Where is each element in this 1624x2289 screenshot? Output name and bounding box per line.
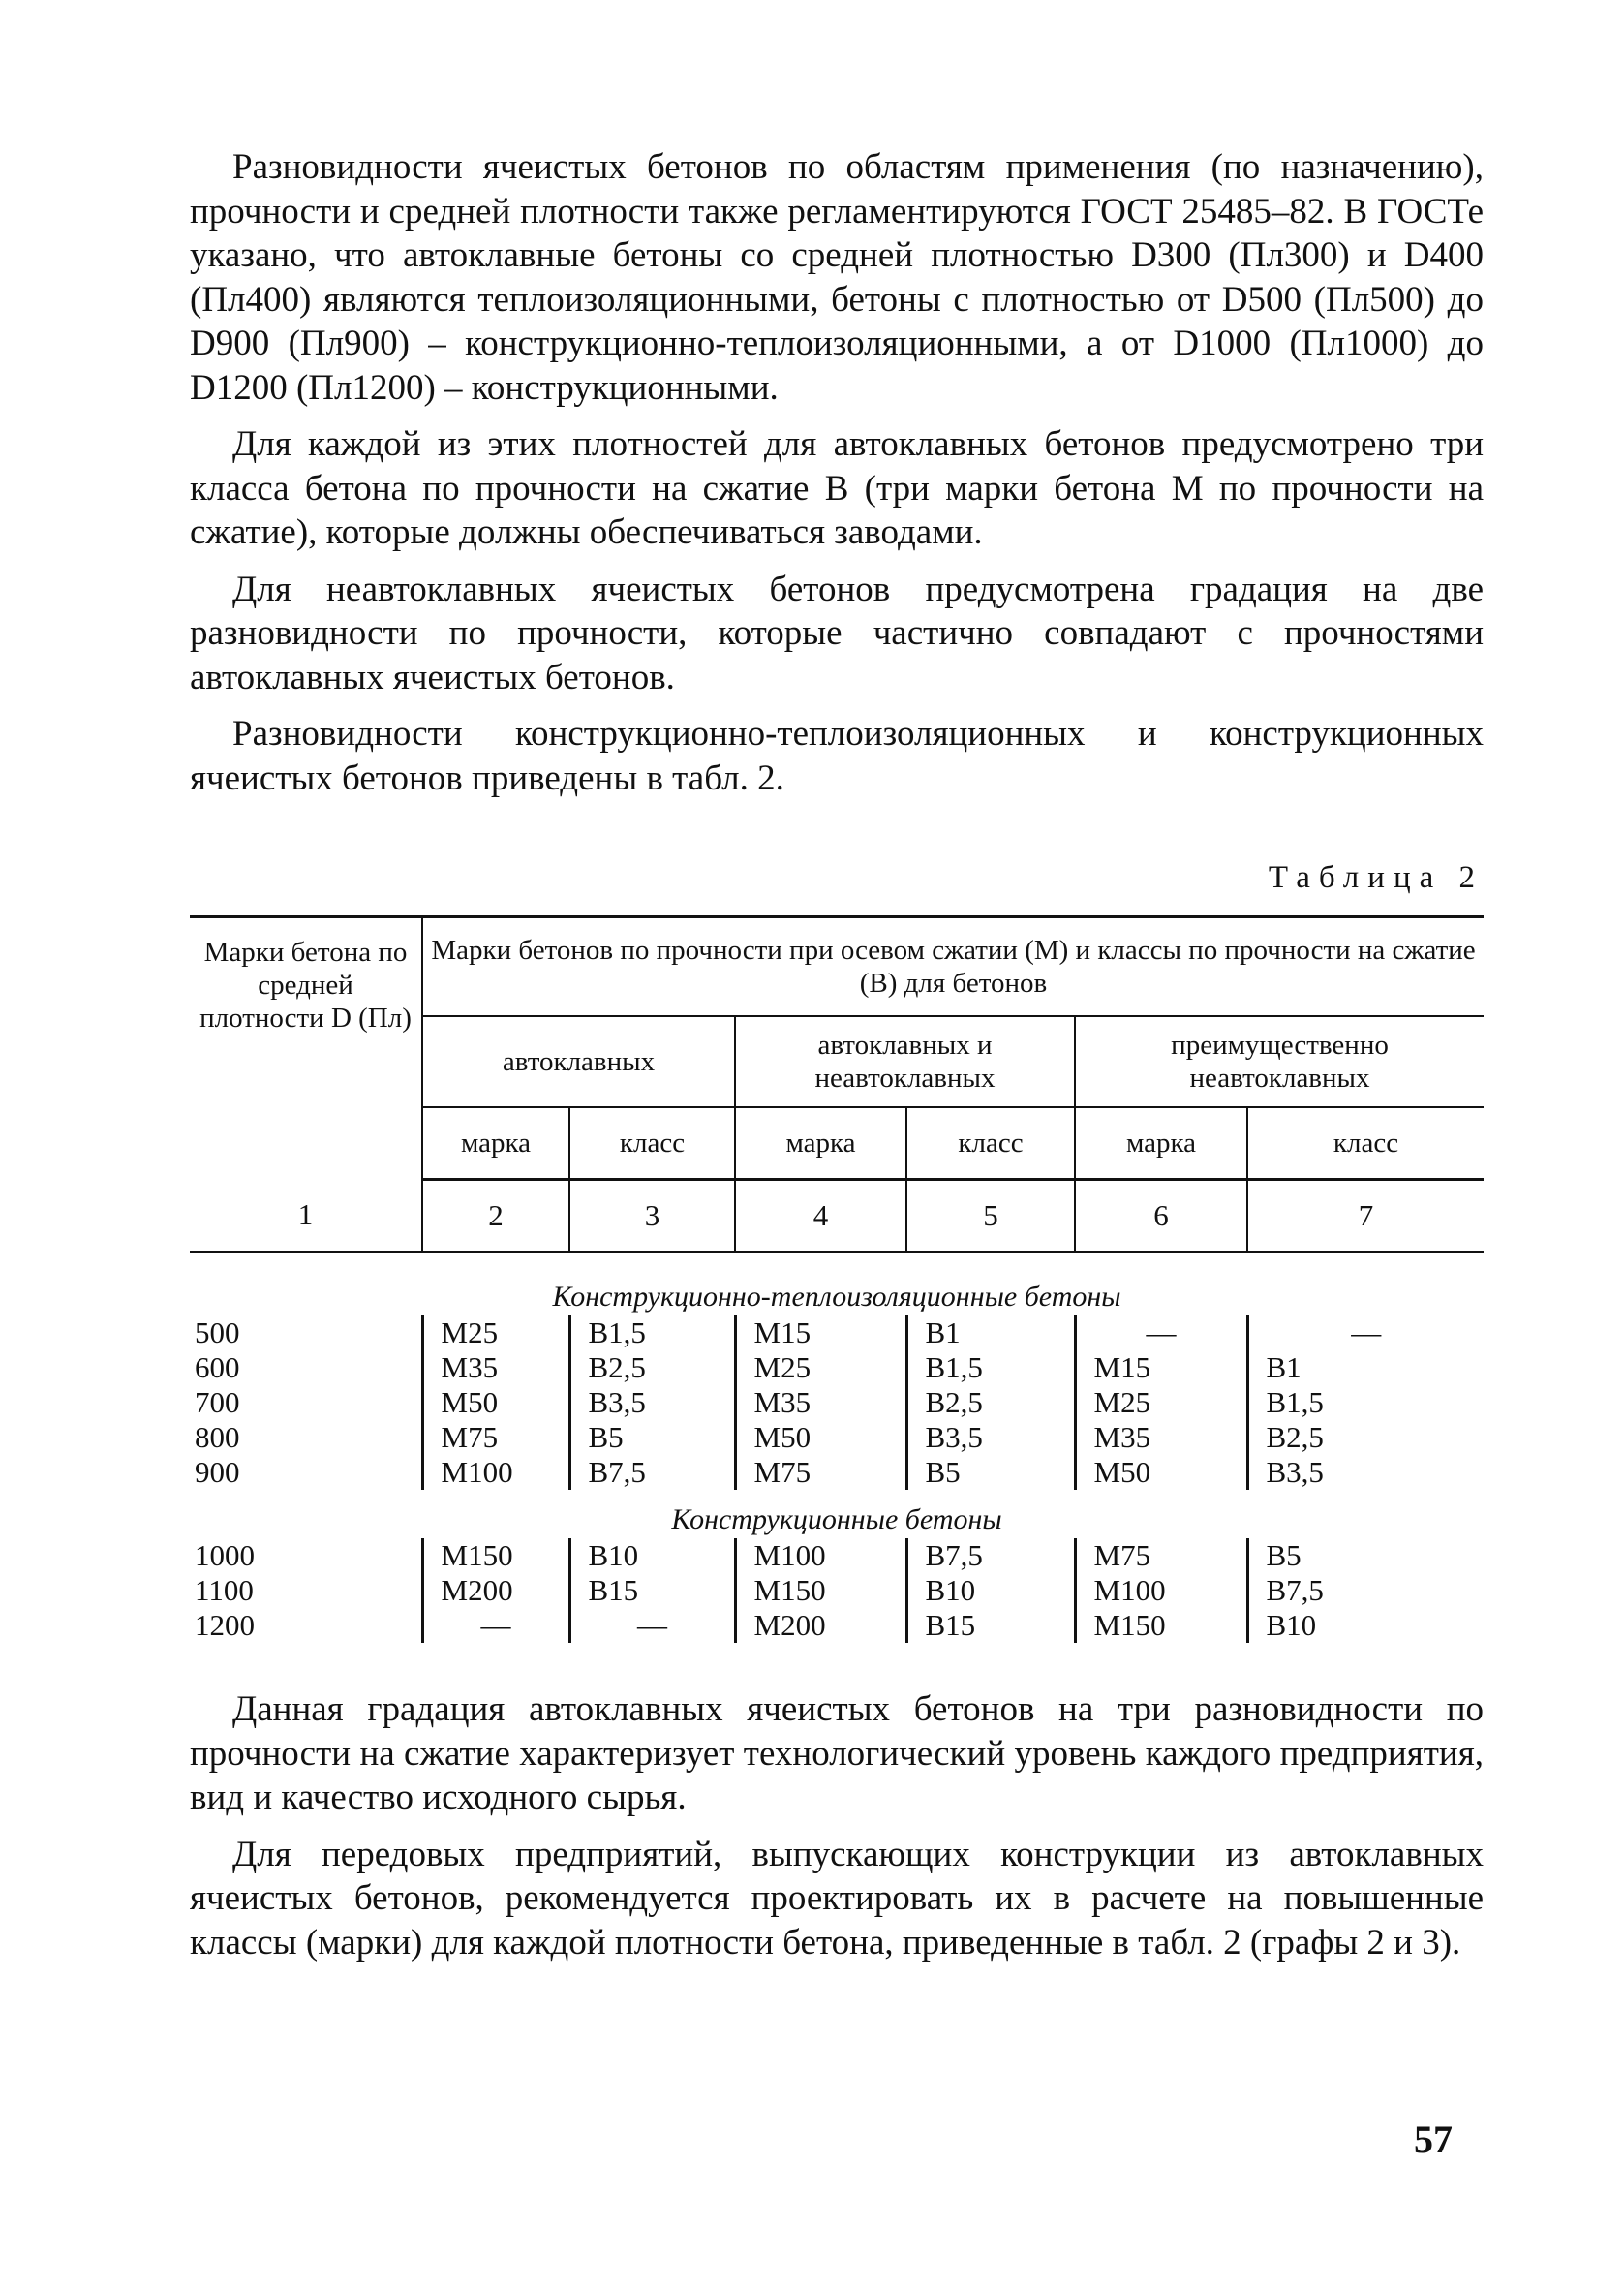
grade-cell: М15 bbox=[1075, 1350, 1247, 1385]
class-cell: В1,5 bbox=[569, 1315, 735, 1350]
subheader-cell: класс bbox=[1247, 1107, 1484, 1180]
section-title: Конструкционно-теплоизоляционные бетоны bbox=[552, 1281, 1121, 1313]
paragraph: Данная градация автоклавных ячеистых бетонов на три разновидности по прочности на сжатие характеризует технологический уровень каждого предприятия, вид и качество исходного сырья. bbox=[190, 1689, 1484, 1817]
density-column-header: Марки бетона по средней плотности D (Пл) bbox=[190, 917, 422, 1180]
grade-cell: М200 bbox=[735, 1608, 906, 1643]
table-row bbox=[190, 1420, 1484, 1455]
grade-cell: М75 bbox=[735, 1455, 906, 1490]
class-cell: В1 bbox=[1247, 1350, 1484, 1385]
grade-cell: М75 bbox=[1075, 1538, 1247, 1573]
column-number: 2 bbox=[422, 1180, 569, 1253]
section-title-row bbox=[190, 1490, 1484, 1538]
class-cell: В7,5 bbox=[1247, 1573, 1484, 1608]
table-row bbox=[190, 1538, 1484, 1573]
subheader-cell: класс bbox=[569, 1107, 735, 1180]
class-cell: В7,5 bbox=[906, 1538, 1075, 1573]
paragraph: Для каждой из этих плотностей для автоклавных бетонов предусмотрено три класса бетона по прочности на сжатие В (три марки бетона М по прочности на сжатие), которые должны обеспечиваться заводами. bbox=[190, 424, 1484, 552]
class-cell: В10 bbox=[1247, 1608, 1484, 1643]
density-cell: 500 bbox=[195, 1315, 240, 1349]
grade-cell: М35 bbox=[1075, 1420, 1247, 1455]
density-cell: 900 bbox=[195, 1455, 240, 1489]
column-number-row bbox=[190, 1180, 1484, 1253]
column-number: 7 bbox=[1247, 1180, 1484, 1253]
column-number: 5 bbox=[906, 1180, 1075, 1253]
table-row bbox=[190, 1350, 1484, 1385]
table-caption: Таблица 2 bbox=[1268, 860, 1484, 895]
grade-cell: М150 bbox=[1075, 1608, 1247, 1643]
class-cell: В3,5 bbox=[906, 1420, 1075, 1455]
concrete-grades-table bbox=[190, 915, 1484, 1643]
density-cell: 1100 bbox=[195, 1573, 254, 1607]
grade-cell: М100 bbox=[1075, 1573, 1247, 1608]
page-number: 57 bbox=[1414, 2118, 1453, 2161]
density-cell: 600 bbox=[195, 1350, 240, 1384]
grade-cell: М25 bbox=[735, 1350, 906, 1385]
grade-cell: М100 bbox=[422, 1455, 569, 1490]
density-cell: 1000 bbox=[195, 1538, 255, 1572]
section-title-row bbox=[190, 1253, 1484, 1316]
group-header: преимущественно неавтоклавных bbox=[1075, 1016, 1484, 1107]
grade-cell: М200 bbox=[422, 1573, 569, 1608]
table-row bbox=[190, 1315, 1484, 1350]
subheader-cell: марка bbox=[422, 1107, 569, 1180]
density-cell: 1200 bbox=[195, 1608, 255, 1642]
class-cell: В2,5 bbox=[1247, 1420, 1484, 1455]
class-cell: В5 bbox=[906, 1455, 1075, 1490]
grade-cell: М50 bbox=[735, 1420, 906, 1455]
grade-cell: М150 bbox=[422, 1538, 569, 1573]
grade-cell: М150 bbox=[735, 1573, 906, 1608]
table-body bbox=[190, 1253, 1484, 1644]
body-text-before bbox=[190, 145, 1484, 800]
class-cell: В1,5 bbox=[1247, 1385, 1484, 1420]
grade-cell: М35 bbox=[735, 1385, 906, 1420]
class-cell: — bbox=[1247, 1315, 1484, 1350]
grade-cell: М25 bbox=[422, 1315, 569, 1350]
density-cell: 800 bbox=[195, 1420, 240, 1454]
class-cell: В2,5 bbox=[906, 1385, 1075, 1420]
grade-cell: М15 bbox=[735, 1315, 906, 1350]
grade-cell: — bbox=[1075, 1315, 1247, 1350]
class-cell: В15 bbox=[569, 1573, 735, 1608]
section-title: Конструкционные бетоны bbox=[671, 1503, 1002, 1535]
table-header-row bbox=[190, 917, 1484, 1017]
page-content bbox=[190, 145, 1484, 1977]
grade-cell: М50 bbox=[1075, 1455, 1247, 1490]
column-number: 4 bbox=[735, 1180, 906, 1253]
subheader-cell: марка bbox=[735, 1107, 906, 1180]
table-row bbox=[190, 1385, 1484, 1420]
class-cell: В3,5 bbox=[569, 1385, 735, 1420]
grade-cell: М100 bbox=[735, 1538, 906, 1573]
grade-cell: М75 bbox=[422, 1420, 569, 1455]
class-cell: В7,5 bbox=[569, 1455, 735, 1490]
subheader-cell: марка bbox=[1075, 1107, 1247, 1180]
class-cell: В10 bbox=[569, 1538, 735, 1573]
body-text-after bbox=[190, 1687, 1484, 1964]
group-header: автоклавных и неавтоклавных bbox=[735, 1016, 1075, 1107]
class-cell: В10 bbox=[906, 1573, 1075, 1608]
column-number: 1 bbox=[190, 1180, 422, 1253]
grade-cell: — bbox=[422, 1608, 569, 1643]
paragraph: Для передовых предприятий, выпускающих конструкции из автоклавных ячеистых бетонов, рекомендуется проектировать их в расчете на повышенные классы (марки) для каждой плотности бетона, приведенные в табл. 2 (графы 2 и 3). bbox=[190, 1834, 1484, 1963]
column-number: 6 bbox=[1075, 1180, 1247, 1253]
paragraph: Разновидности конструкционно-теплоизоляционных и конструкционных ячеистых бетонов приведены в табл. 2. bbox=[190, 714, 1484, 798]
class-cell: В3,5 bbox=[1247, 1455, 1484, 1490]
column-number: 3 bbox=[569, 1180, 735, 1253]
paragraph: Для неавтоклавных ячеистых бетонов предусмотрена градация на две разновидности по прочности, которые частично совпадают с прочностями автоклавных ячеистых бетонов. bbox=[190, 569, 1484, 697]
table-row bbox=[190, 1573, 1484, 1608]
class-cell: В2,5 bbox=[569, 1350, 735, 1385]
paragraph: Разновидности ячеистых бетонов по областям применения (по назначению), прочности и средней плотности также регламентируются ГОСТ 25485–82. В ГОСТе указано, что автоклавные бетоны со средней плотностью D300 (Пл300) и D400 (Пл400) являются теплоизоляционными, бетоны с плотностью от D500 (Пл500) до D900 (Пл900) – конструкционно-теплоизоляционными, а от D1000 (Пл1000) до D1200 (Пл1200) – конструкционными. bbox=[190, 147, 1484, 408]
grade-cell: М35 bbox=[422, 1350, 569, 1385]
table-row bbox=[190, 1455, 1484, 1490]
subheader-cell: класс bbox=[906, 1107, 1075, 1180]
strength-header: Марки бетонов по прочности при осевом сжатии (М) и классы по прочности на сжатие (В) для бетонов bbox=[422, 917, 1484, 1017]
class-cell: В5 bbox=[569, 1420, 735, 1455]
grade-cell: М50 bbox=[422, 1385, 569, 1420]
density-cell: 700 bbox=[195, 1385, 240, 1419]
table-row bbox=[190, 1608, 1484, 1643]
class-cell: В15 bbox=[906, 1608, 1075, 1643]
class-cell: В5 bbox=[1247, 1538, 1484, 1573]
grade-cell: М25 bbox=[1075, 1385, 1247, 1420]
class-cell: В1 bbox=[906, 1315, 1075, 1350]
class-cell: В1,5 bbox=[906, 1350, 1075, 1385]
group-header: автоклавных bbox=[422, 1016, 735, 1107]
class-cell: — bbox=[569, 1608, 735, 1643]
